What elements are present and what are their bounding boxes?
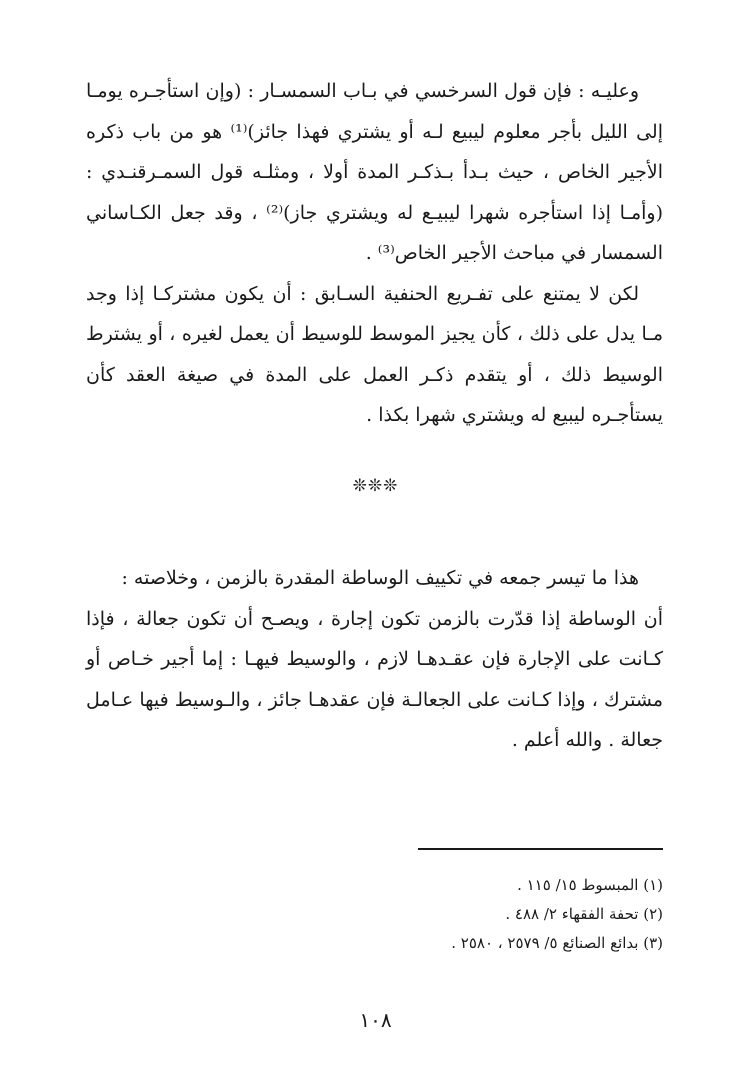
- summary-paragraph: أن الوساطة إذا قدّرت بالزمن تكون إجارة ، ويصـح أن تكون جعالة ، فإذا كـانت على الإجارة فإن عقـدهـا لازم ، والوسيط فيهـا : إما أجير خـاص أو مشترك ، وإذا كـانت على الجعالـة فإن عقدهـا جائز ، والـوسيط فيها عـامل جعالة . والله أعلم .: [86, 607, 663, 751]
- footnote-divider: [418, 848, 663, 850]
- paragraph-samsar-classification: وعليـه : فإن قول السرخسي في بـاب السمسـار : (وإن استأجـره يومـا إلى الليل بأجر معلوم ليبيع لـه أو يشتري فهذا جائز)⁽¹⁾ هو من باب ذكره الأجير الخاص ، حيث بـدأ بـذكـر المدة أولا ، ومثلـه قول السمـرقنـدي : (وأمـا إذا استأجره شهرا ليبيـع له ويشتري جاز)⁽²⁾ ، وقد جعل الكـاساني السمسار في مباحث الأجير الخاص⁽³⁾ .: [86, 80, 663, 264]
- footnote-2: (٢) تحفة الفقهاء ٢/ ٤٨٨ .: [505, 905, 663, 923]
- main-text-summary: [86, 558, 663, 761]
- main-text-upper: [86, 71, 663, 436]
- footnote-3: (٣) بدائع الصنائع ٥/ ٢٥٧٩ ، ٢٥٨٠ .: [451, 934, 663, 952]
- page-number: ١٠٨: [359, 1008, 392, 1032]
- footnotes: [86, 871, 663, 958]
- summary-intro: هذا ما تيسر جمعه في تكييف الوساطة المقدرة بالزمن ، وخلاصته :: [121, 567, 639, 589]
- paragraph-mushtarak-exception: لكن لا يمتنع على تفـريع الحنفية السـابق : أن يكون مشتركـا إذا وجد مـا يدل على ذلك ، كأن يجيز الموسط للوسيط أن يعمل لغيره ، أو يشترط الوسيط ذلك ، أو يتقدم ذكـر العمل على المدة في صيغة العقد كأن يستأجـره ليبيع له ويشتري شهرا بكذا .: [86, 282, 663, 426]
- section-separator: ❊❊❊: [352, 476, 399, 496]
- footnote-1: (١) المبسوط ١٥/ ١١٥ .: [517, 876, 663, 894]
